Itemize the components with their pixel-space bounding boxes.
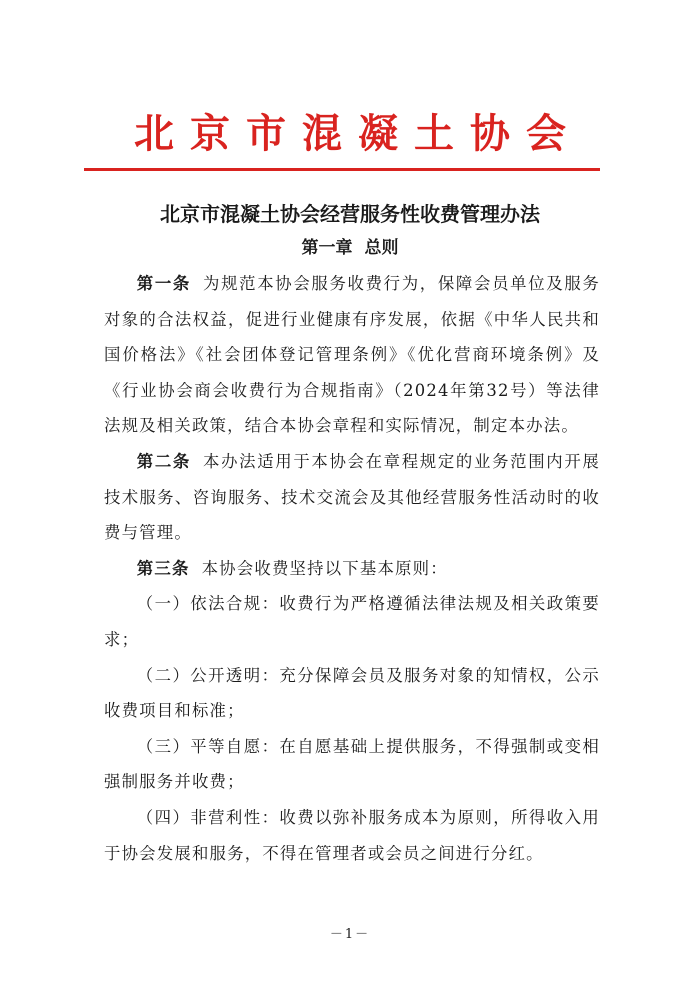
principle-item: （一）依法合规：收费行为严格遵循法律法规及相关政策要求；: [104, 594, 600, 649]
article-number: 第二条: [136, 451, 191, 471]
article-number: 第三条: [136, 558, 190, 578]
page-number: －1－: [329, 927, 371, 942]
letterhead-red-rule: [84, 168, 600, 171]
chapter-number: 第一章: [301, 238, 353, 258]
article-1: [104, 266, 600, 444]
article-3: [104, 551, 600, 587]
article-2: [104, 444, 600, 551]
principle-item: （四）非营利性：收费以弥补服务成本为原则，所得收入用于协会发展和服务，不得在管理者或会员之间进行分红。: [104, 807, 600, 863]
article-text: 为规范本协会服务收费行为，保障会员单位及服务对象的合法权益，促进行业健康有序发展，依据《中华人民共和国价格法》《社会团体登记管理条例》《优化营商环境条例》及《行业协会商会收费行为合规指南》（2024年第32号）等法律法规及相关政策，结合本协会章程和实际情况，制定本办法。: [104, 274, 600, 436]
letterhead-org-name: 北京市混凝土协会: [134, 110, 582, 157]
document-title: 北京市混凝土协会经营服务性收费管理办法: [160, 202, 540, 226]
article-text: 本协会收费坚持以下基本原则：: [201, 558, 448, 578]
chapter-name: 总则: [364, 238, 399, 258]
chapter-heading: [0, 235, 700, 261]
principle-item: （二）公开透明：充分保障会员及服务对象的知情权，公示收费项目和标准；: [104, 665, 600, 721]
principle-item: （三）平等自愿：在自愿基础上提供服务，不得强制或变相强制服务并收费；: [104, 736, 600, 792]
document-body: [104, 266, 600, 871]
article-text: 本办法适用于本协会在章程规定的业务范围内开展技术服务、咨询服务、技术交流会及其他经营服务性活动时的收费与管理。: [104, 451, 600, 543]
article-number: 第一条: [136, 274, 191, 293]
